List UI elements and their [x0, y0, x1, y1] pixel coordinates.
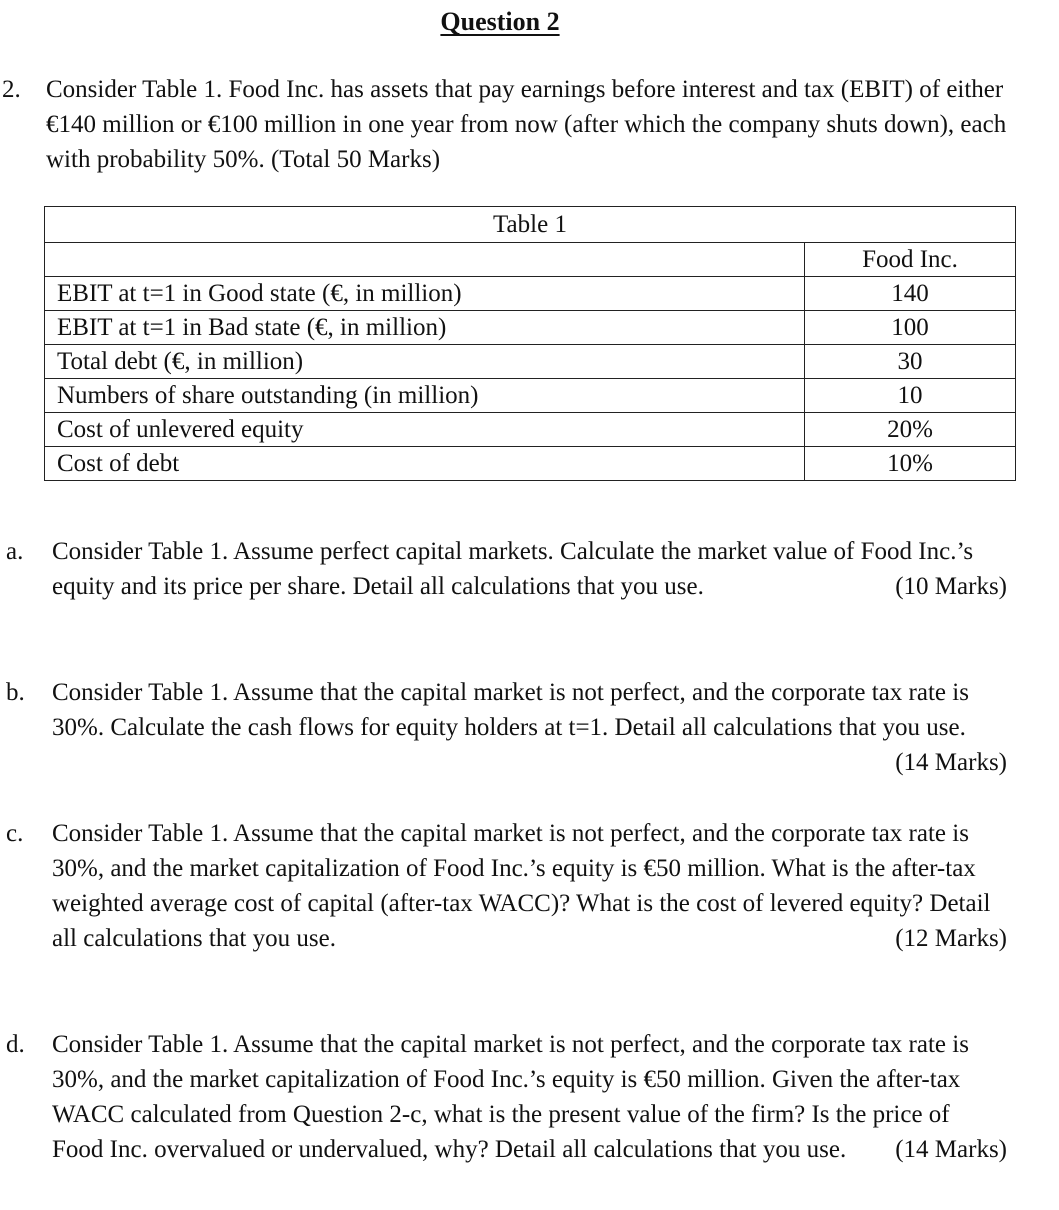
table-1	[44, 206, 1016, 481]
part-b-letter: b.	[6, 679, 25, 706]
table-caption-row	[45, 207, 1016, 243]
table-row-value: 20%	[805, 413, 1016, 447]
question-heading: Question 2	[440, 7, 560, 36]
table-row-label: Cost of unlevered equity	[45, 413, 805, 447]
question-intro-text: Consider Table 1. Food Inc. has assets that pay earnings before interest and tax (EBIT) of either €140 million or €100 million in one year from now (after which the company shuts down), each with probability 50%. (Total 50 Marks)	[46, 76, 1007, 173]
part-a-text: Consider Table 1. Assume perfect capital markets. Calculate the market value of Food Inc.’s equity and its price per share. Detail all calculations that you use.	[52, 538, 974, 600]
table-row	[45, 379, 1016, 413]
table-row	[45, 447, 1016, 481]
table-row	[45, 345, 1016, 379]
table-row-label: EBIT at t=1 in Good state (€, in million)	[45, 277, 805, 311]
table-row	[45, 413, 1016, 447]
part-a-body	[52, 534, 1007, 604]
table-row-label: EBIT at t=1 in Bad state (€, in million)	[45, 311, 805, 345]
table-row-value: 30	[805, 345, 1016, 379]
table-row	[45, 277, 1016, 311]
part-a-marks: (10 Marks)	[895, 573, 1007, 600]
table-caption: Table 1	[45, 207, 1016, 243]
part-c-body	[52, 816, 1007, 956]
part-b-body	[52, 675, 1007, 780]
table-column-header: Food Inc.	[805, 243, 1016, 277]
part-b-marks: (14 Marks)	[895, 749, 1007, 776]
table-row-label: Total debt (€, in million)	[45, 345, 805, 379]
question-number: 2.	[2, 76, 21, 103]
table-row-label: Numbers of share outstanding (in million)	[45, 379, 805, 413]
part-c-letter: c.	[6, 820, 24, 847]
table-row	[45, 311, 1016, 345]
table-row-value: 10	[805, 379, 1016, 413]
table-header-row	[45, 243, 1016, 277]
table-row-value: 100	[805, 311, 1016, 345]
part-c-marks: (12 Marks)	[895, 925, 1007, 952]
table-row-value: 10%	[805, 447, 1016, 481]
part-d-letter: d.	[6, 1031, 25, 1058]
table-row-value: 140	[805, 277, 1016, 311]
table-row-label: Cost of debt	[45, 447, 805, 481]
part-a-letter: a.	[6, 538, 24, 565]
part-c-text: Consider Table 1. Assume that the capital market is not perfect, and the corporate tax rate is 30%, and the market capitalization of Food Inc.’s equity is €50 million. What is the after-tax weighted average cost of capital (after-tax WACC)? What is the cost of levered equity? Detail all calculations that you use.	[52, 820, 991, 952]
part-d-marks: (14 Marks)	[895, 1136, 1007, 1163]
part-b-text: Consider Table 1. Assume that the capital market is not perfect, and the corporate tax rate is 30%. Calculate the cash flows for equity holders at t=1. Detail all calculations that you use.	[52, 679, 969, 741]
part-d-body	[52, 1027, 1007, 1167]
part-d-text: Consider Table 1. Assume that the capital market is not perfect, and the corporate tax rate is 30%, and the market capitalization of Food Inc.’s equity is €50 million. Given the after-tax WACC calculated from Question 2-c, what is the present value of the firm? Is the price of Food Inc. overvalued or undervalued, why? Detail all calculations that you use.	[52, 1031, 969, 1163]
table-header-empty	[45, 243, 805, 277]
